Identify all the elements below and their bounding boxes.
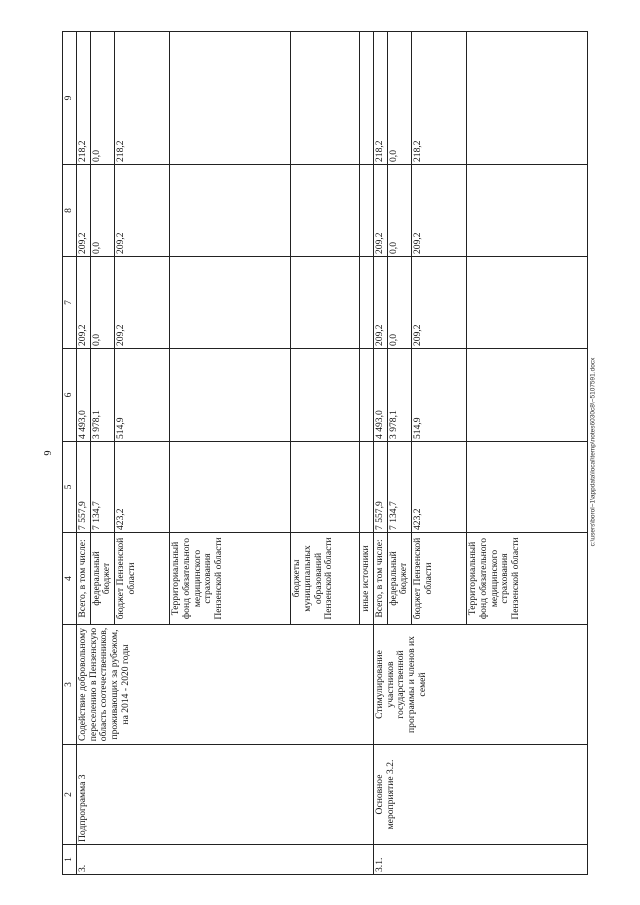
- value-cell: 0,0: [90, 257, 114, 349]
- value-cell: 4 493,0: [77, 349, 91, 442]
- value-cell: 4 493,0: [373, 349, 387, 442]
- value-cell: [291, 257, 360, 349]
- value-cell: [467, 165, 588, 257]
- funding-source: Всего, в том числе:: [77, 533, 91, 625]
- value-cell: 209,2: [412, 257, 467, 349]
- value-cell: 0,0: [90, 32, 114, 165]
- value-cell: 7 134,7: [387, 442, 411, 533]
- value-cell: [467, 32, 588, 165]
- funding-source: Территориальный фонд обязательного медицинского страхования Пензенской области: [467, 533, 588, 625]
- value-cell: 218,2: [115, 32, 170, 165]
- value-cell: [360, 32, 374, 165]
- value-cell: [360, 257, 374, 349]
- header-row: [63, 32, 77, 875]
- funding-source: иные источники: [360, 533, 374, 625]
- value-cell: 7 557,9: [373, 442, 387, 533]
- funding-source: Территориальный фонд обязательного медицинского страхования Пензенской области: [170, 533, 291, 625]
- value-cell: 209,2: [412, 165, 467, 257]
- value-cell: 209,2: [115, 165, 170, 257]
- value-cell: [170, 349, 291, 442]
- value-cell: [291, 442, 360, 533]
- value-cell: [467, 442, 588, 533]
- row-number: 3.: [77, 845, 374, 875]
- value-cell: 209,2: [373, 257, 387, 349]
- value-cell: 209,2: [77, 257, 91, 349]
- value-cell: 0,0: [387, 257, 411, 349]
- table-row: [77, 32, 91, 875]
- funding-source: федеральный бюджет: [387, 533, 411, 625]
- footer-text: c:\users\borol~1\appdata\local\temp\notes6030c8\~5107591.docx: [589, 357, 597, 547]
- program-description: Стимулирование участников государственной программы и членов их семей: [373, 625, 587, 745]
- value-cell: [170, 442, 291, 533]
- value-cell: 218,2: [77, 32, 91, 165]
- funding-source: бюджет Пензенской области: [412, 533, 467, 625]
- value-cell: 7 557,9: [77, 442, 91, 533]
- value-cell: 0,0: [387, 165, 411, 257]
- value-cell: [291, 349, 360, 442]
- header-cell: 3: [63, 625, 77, 745]
- value-cell: [170, 32, 291, 165]
- value-cell: 209,2: [115, 257, 170, 349]
- program-name: Основное мероприятие 3.2.: [373, 745, 587, 845]
- value-cell: 7 134,7: [90, 442, 114, 533]
- page-number: 6: [41, 450, 52, 456]
- value-cell: 3 978,1: [387, 349, 411, 442]
- funding-source: федеральный бюджет: [90, 533, 114, 625]
- funding-source: бюджеты муниципальных образований Пензенской области: [291, 533, 360, 625]
- value-cell: 514,9: [115, 349, 170, 442]
- value-cell: 209,2: [77, 165, 91, 257]
- value-cell: 3 978,1: [90, 349, 114, 442]
- value-cell: 0,0: [387, 32, 411, 165]
- value-cell: [467, 257, 588, 349]
- value-cell: 423,2: [115, 442, 170, 533]
- value-cell: 0,0: [90, 165, 114, 257]
- value-cell: [170, 165, 291, 257]
- value-cell: [360, 165, 374, 257]
- value-cell: 514,9: [412, 349, 467, 442]
- funding-source: Всего, в том числе:: [373, 533, 387, 625]
- value-cell: 218,2: [373, 32, 387, 165]
- funding-source: бюджет Пензенской области: [115, 533, 170, 625]
- value-cell: 209,2: [373, 165, 387, 257]
- value-cell: [291, 32, 360, 165]
- header-cell: 6: [63, 349, 77, 442]
- header-cell: 2: [63, 745, 77, 845]
- header-cell: 5: [63, 442, 77, 533]
- value-cell: 218,2: [412, 32, 467, 165]
- value-cell: [360, 349, 374, 442]
- row-number: 3.1.: [373, 845, 587, 875]
- table-row: [373, 32, 387, 875]
- program-description: Содействие добровольному переселению в Пензенскую область соотечественников, проживающих за рубежом, на 2014 - 2020 годы: [77, 625, 374, 745]
- header-cell: 4: [63, 533, 77, 625]
- budget-table: [62, 31, 588, 875]
- header-cell: 1: [63, 845, 77, 875]
- value-cell: [467, 349, 588, 442]
- value-cell: 423,2: [412, 442, 467, 533]
- value-cell: [360, 442, 374, 533]
- value-cell: [170, 257, 291, 349]
- rotated-page: [62, 32, 577, 875]
- program-name: Подпрограмма 3: [77, 745, 374, 845]
- value-cell: [291, 165, 360, 257]
- header-cell: 7: [63, 257, 77, 349]
- header-cell: 8: [63, 165, 77, 257]
- header-cell: 9: [63, 32, 77, 165]
